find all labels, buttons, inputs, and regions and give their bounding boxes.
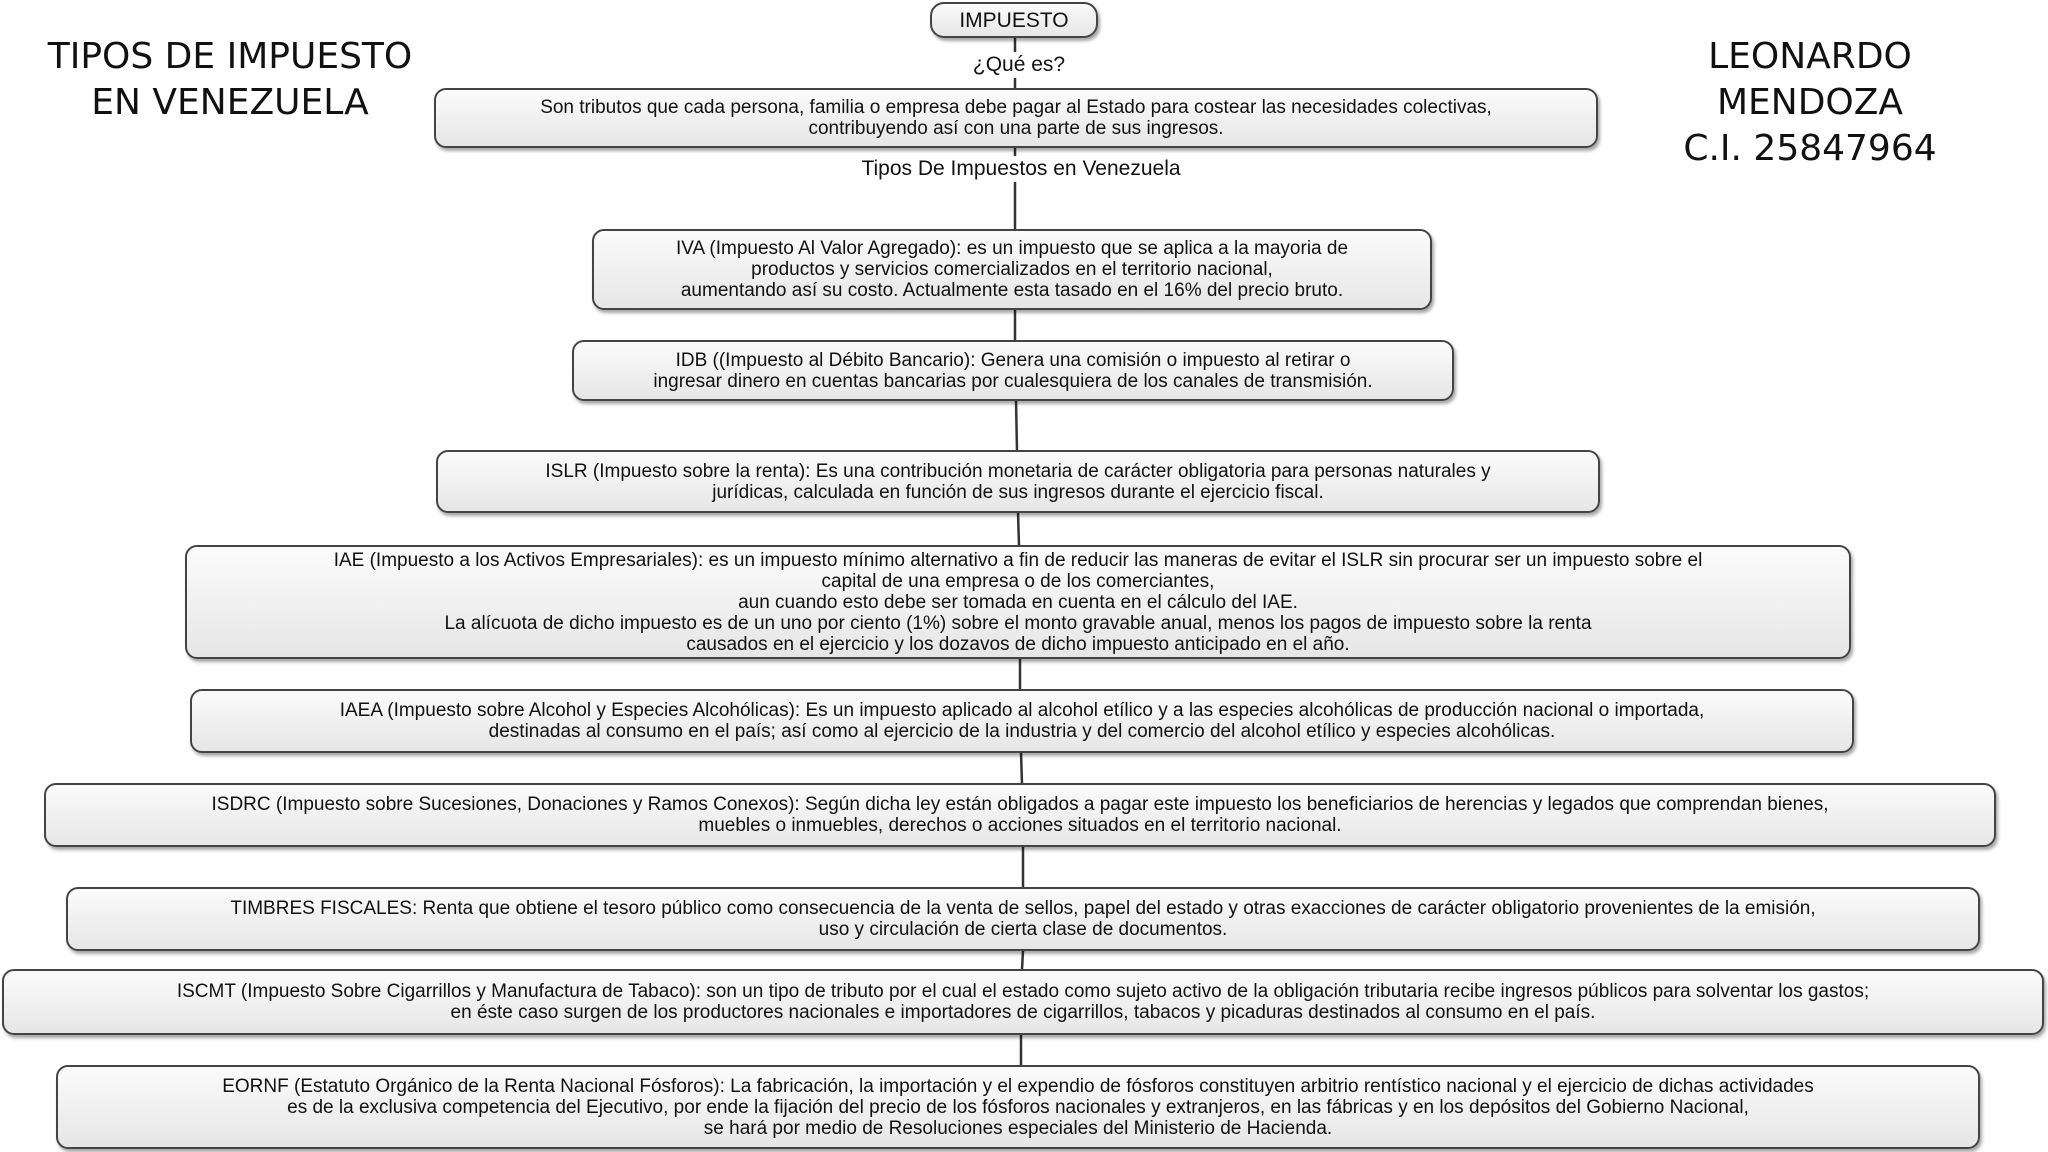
author-info: LEONARDO MENDOZA C.I. 25847964 — [1683, 36, 1937, 169]
tax-node-islr: ISLR (Impuesto sobre la renta): Es una contribución monetaria de carácter obligatoria para personas naturales y jurídicas, calculada en función de sus ingresos durante el ejercicio fiscal. — [436, 450, 1600, 513]
link-label-what-is: ¿Qué es? — [950, 52, 1088, 78]
tax-node-iscmt: ISCMT (Impuesto Sobre Cigarrillos y Manufactura de Tabaco): son un tipo de tributo por el cual el estado como sujeto activo de la obligación tributaria recibe ingresos públicos para solventar los gastos; en éste caso surgen de los productores nacionales e importadores de cigarrillos, tabacos y picaduras destinados al consumo en el país. — [2, 969, 2044, 1035]
tax-node-iae: IAE (Impuesto a los Activos Empresariales): es un impuesto mínimo alternativo a fin de reducir las maneras de evitar el ISLR sin procurar ser un impuesto sobre el capital de una empresa o de los comerciantes, aun cuando esto debe ser tomada en cuenta en el cálculo del IAE. La alícuota de dicho impuesto es de un uno por ciento (1%) sobre el monto gravable anual, menos los pagos de impuesto sobre la renta causados en el ejercicio y los dozavos de dicho impuesto anticipado en el año. — [185, 545, 1851, 659]
tax-node-timbres-fiscales: TIMBRES FISCALES: Renta que obtiene el tesoro público como consecuencia de la venta de sellos, papel del estado y otras exacciones de carácter obligatorio provenientes de la emisión, uso y circulación de cierta clase de documentos. — [66, 887, 1980, 951]
tax-node-eornf: EORNF (Estatuto Orgánico de la Renta Nacional Fósforos): La fabricación, la importación y el expendio de fósforos constituyen arbitrio rentístico nacional y el ejercicio de dichas actividades es de la exclusiva competencia del Ejecutivo, por ende la fijación del precio de los fósforos nacionales y extranjeros, en las fábricas y en los depósitos del Gobierno Nacional, se hará por medio de Resoluciones especiales del Ministerio de Hacienda. — [56, 1065, 1980, 1149]
tax-node-idb: IDB ((Impuesto al Débito Bancario): Genera una comisión o impuesto al retirar o ingresar dinero en cuentas bancarias por cualesquiera de los canales de transmisión. — [572, 340, 1454, 401]
link-label-types: Tipos De Impuestos en Venezuela — [815, 156, 1227, 182]
tax-node-isdrc: ISDRC (Impuesto sobre Sucesiones, Donaciones y Ramos Conexos): Según dicha ley están obligados a pagar este impuesto los beneficiarios de herencias y legados que comprendan bienes, muebles o inmuebles, derechos o acciones situados en el territorio nacional. — [44, 783, 1996, 847]
tax-node-iva: IVA (Impuesto Al Valor Agregado): es un impuesto que se aplica a la mayoria de productos y servicios comercializados en el territorio nacional, aumentando así su costo. Actualmente esta tasado en el 16% del precio bruto. — [592, 229, 1432, 310]
diagram-title: TIPOS DE IMPUESTO EN VENEZUELA — [47, 36, 413, 123]
definition-node: Son tributos que cada persona, familia o empresa debe pagar al Estado para costear las necesidades colectivas, contribuyendo así con una parte de sus ingresos. — [434, 88, 1598, 148]
tax-node-iaea: IAEA (Impuesto sobre Alcohol y Especies Alcohólicas): Es un impuesto aplicado al alcohol etílico y a las especies alcohólicas de producción nacional o importada, destinadas al consumo en el país; así como al ejercicio de la industria y del comercio del alcohol etílico y especies alcohólicas. — [190, 689, 1854, 753]
root-node-impuesto: IMPUESTO — [930, 2, 1098, 38]
